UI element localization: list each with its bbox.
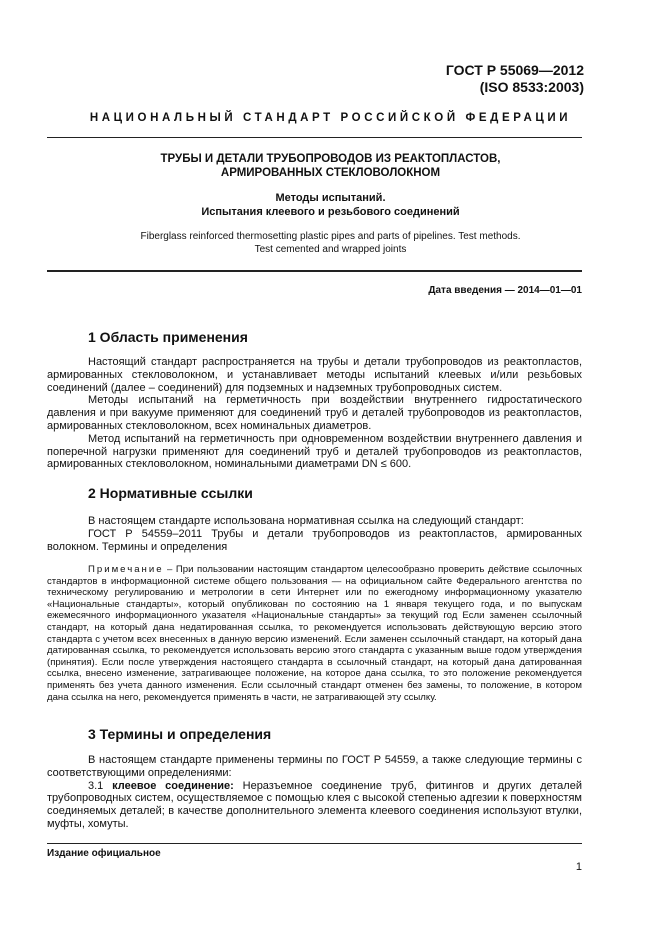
term-number: 3.1 — [88, 779, 113, 792]
title-line-2: АРМИРОВАННЫХ СТЕКЛОВОЛОКНОМ — [220, 167, 441, 179]
document-title — [0, 152, 661, 180]
section-2-note — [47, 564, 582, 703]
iso-reference: (ISO 8533:2003) — [479, 79, 584, 95]
subtitle-line-1: Методы испытаний. — [275, 192, 386, 204]
english-title — [0, 230, 661, 256]
section-1-paragraph: Настоящий стандарт распространяется на трубы и детали трубопроводов из реактопластов, армированных стекловолокном, и устанавливает методы испытаний клеевых и/или резьбовых соединений (далее – соединений) для подземных и надземных трубопроводных систем. — [47, 356, 582, 394]
term-name: клеевое соединение: — [112, 779, 234, 792]
section-2-paragraph: В настоящем стандарте использована нормативная ссылка на следующий стандарт: — [88, 515, 524, 527]
section-2-body — [47, 515, 582, 553]
note-label: Примечание — [88, 564, 164, 575]
section-1-paragraph: Методы испытаний на герметичность при воздействии внутреннего гидростатического давления и при вакууме применяют для соединений труб и деталей трубопроводов из реактопластов, армированных стекловолокном, всех номинальных диаметров. — [47, 394, 582, 432]
page-number: 1 — [575, 861, 582, 873]
note-paragraph — [47, 564, 582, 703]
section-1-heading: 1 Область применения — [88, 329, 248, 345]
standard-number-block — [446, 62, 584, 96]
top-divider — [47, 137, 582, 138]
section-3-paragraph: В настоящем стандарте применены термины по ГОСТ Р 54559, а также следующие термины с соответствующими определениями: — [47, 754, 582, 779]
official-edition-label: Издание официальное — [47, 848, 161, 859]
subtitle-line-2: Испытания клеевого и резьбового соединений — [201, 206, 460, 218]
standard-number: ГОСТ Р 55069—2012 — [445, 62, 584, 78]
note-text: – При пользовании настоящим стандартом целесообразно проверить действие ссылочных стандартов в информационной системе общего пользования — на официальном сайте Федерального агентства по техническому регулированию и метрологии в сети Интернет или по ежегодному информационному указателю «Национальные стандарты», который опубликован по состоянию на 1 января текущего года, и по выпускам ежемесячного информационного указателя «Национальные стандарты» за текущий год Если заменен ссылочный стандарт, на который дана недатированная ссылка, то рекомендуется использовать действующую версию этого стандарта с учетом всех внесенных в данную версию изменений. Если заменен ссылочный стандарт, на который дана датированная ссылка, то рекомендуется использовать версию этого стандарта с указанным выше годом утверждения (принятия). Если после утверждения настоящего стандарта в ссылочный стандарт, на который дана датированная ссылка, внесено изменение, затрагивающее положение, на которое дана ссылка, то это положение рекомендуется применять без учета данного изменения. Если ссылочный стандарт отменен без замены, то положение, в котором дана ссылка на него, рекомендуется применять в части, не затрагивающей эту ссылку. — [47, 564, 582, 703]
title-divider — [47, 270, 582, 272]
footer-divider — [47, 843, 582, 844]
national-standard-banner: НАЦИОНАЛЬНЫЙ СТАНДАРТ РОССИЙСКОЙ ФЕДЕРАЦИИ — [89, 112, 572, 124]
section-1-paragraph: Метод испытаний на герметичность при одновременном воздействии внутреннего давления и поперечной нагрузки применяют для соединений труб и деталей трубопроводов из реактопластов, армированных стекловолокном, номинальными диаметрами DN ≤ 600. — [47, 432, 582, 471]
english-title-line-1: Fiberglass reinforced thermosetting plastic pipes and parts of pipelines. Test methods. — [140, 231, 521, 242]
section-2-reference: ГОСТ Р 54559–2011 Трубы и детали трубопроводов из реактопластов, армированных волокном. Термины и определения — [47, 527, 582, 553]
term-definition — [47, 780, 582, 831]
section-2-heading: 2 Нормативные ссылки — [88, 485, 253, 501]
section-1-body — [47, 356, 582, 471]
english-title-line-2: Test cemented and wrapped joints — [254, 244, 407, 255]
document-subtitle — [0, 191, 661, 219]
term-definition-text: Неразъемное соединение труб, фитингов и других деталей трубопроводных систем, осуществляемое с помощью клея с высокой степенью адгезии к поверхностям соединяемых деталей; в качестве дополнительного элемента клеевого соединения используют втулки, муфты, хомуты. — [47, 779, 582, 830]
section-3-body — [47, 754, 582, 831]
title-line-1: ТРУБЫ И ДЕТАЛИ ТРУБОПРОВОДОВ ИЗ РЕАКТОПЛАСТОВ, — [160, 153, 501, 165]
introduction-date: Дата введения — 2014—01—01 — [428, 285, 582, 296]
section-3-heading: 3 Термины и определения — [88, 726, 272, 742]
